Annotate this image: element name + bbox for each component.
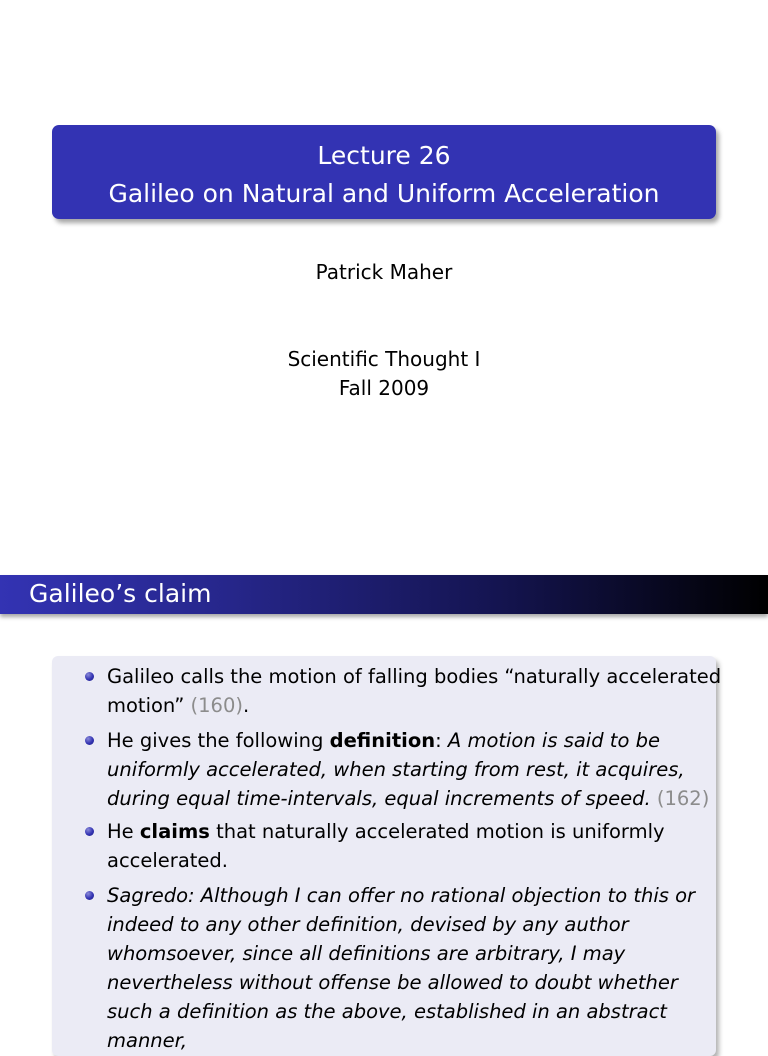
definition-term: definition	[329, 729, 436, 752]
list-item	[107, 662, 724, 720]
bullet-icon	[85, 827, 94, 836]
course-info	[0, 345, 768, 403]
bullet-icon	[85, 672, 94, 681]
list-item	[107, 817, 724, 875]
lecture-title: Galileo on Natural and Uniform Acceleration	[108, 179, 660, 208]
sagredo-quote: Sagredo: Although I can offer no rational objection to this or indeed to any other definition, devised by any author whomsoever, since all definitions are arbitrary, I may nevertheless without offense be allowed to doubt whether such a definition as the above, established in an abstract manner,	[107, 884, 696, 1052]
citation: (162)	[656, 787, 710, 810]
frame-title: Galileo’s claim	[29, 579, 212, 608]
frame-header	[0, 575, 768, 614]
bullet-rest: that naturally accelerated motion is uniformly accelerated.	[107, 820, 665, 872]
course-name: Scientific Thought I	[287, 347, 481, 371]
bullet-text: He gives the following	[107, 729, 330, 752]
author-name: Patrick Maher	[315, 260, 453, 284]
list-item	[107, 881, 724, 1055]
claims-term: claims	[139, 820, 210, 843]
bullet-list	[54, 662, 724, 1055]
title-box	[52, 125, 716, 219]
course-term: Fall 2009	[338, 376, 430, 400]
definition-text: A motion is said to be uniformly accelerated, when starting from rest, it acquires, during equal time-intervals, equal increments of speed.	[107, 729, 685, 810]
bullet-text: He	[107, 820, 140, 843]
bullet-end: .	[242, 694, 250, 717]
list-item	[107, 726, 724, 813]
bullet-icon	[85, 891, 94, 900]
bullet-text: Galileo calls the motion of falling bodies “naturally accelerated motion”	[107, 665, 722, 717]
bullet-icon	[85, 736, 94, 745]
lecture-number: Lecture 26	[317, 141, 451, 170]
bullet-colon: :	[435, 729, 448, 752]
citation: (160)	[190, 694, 243, 717]
